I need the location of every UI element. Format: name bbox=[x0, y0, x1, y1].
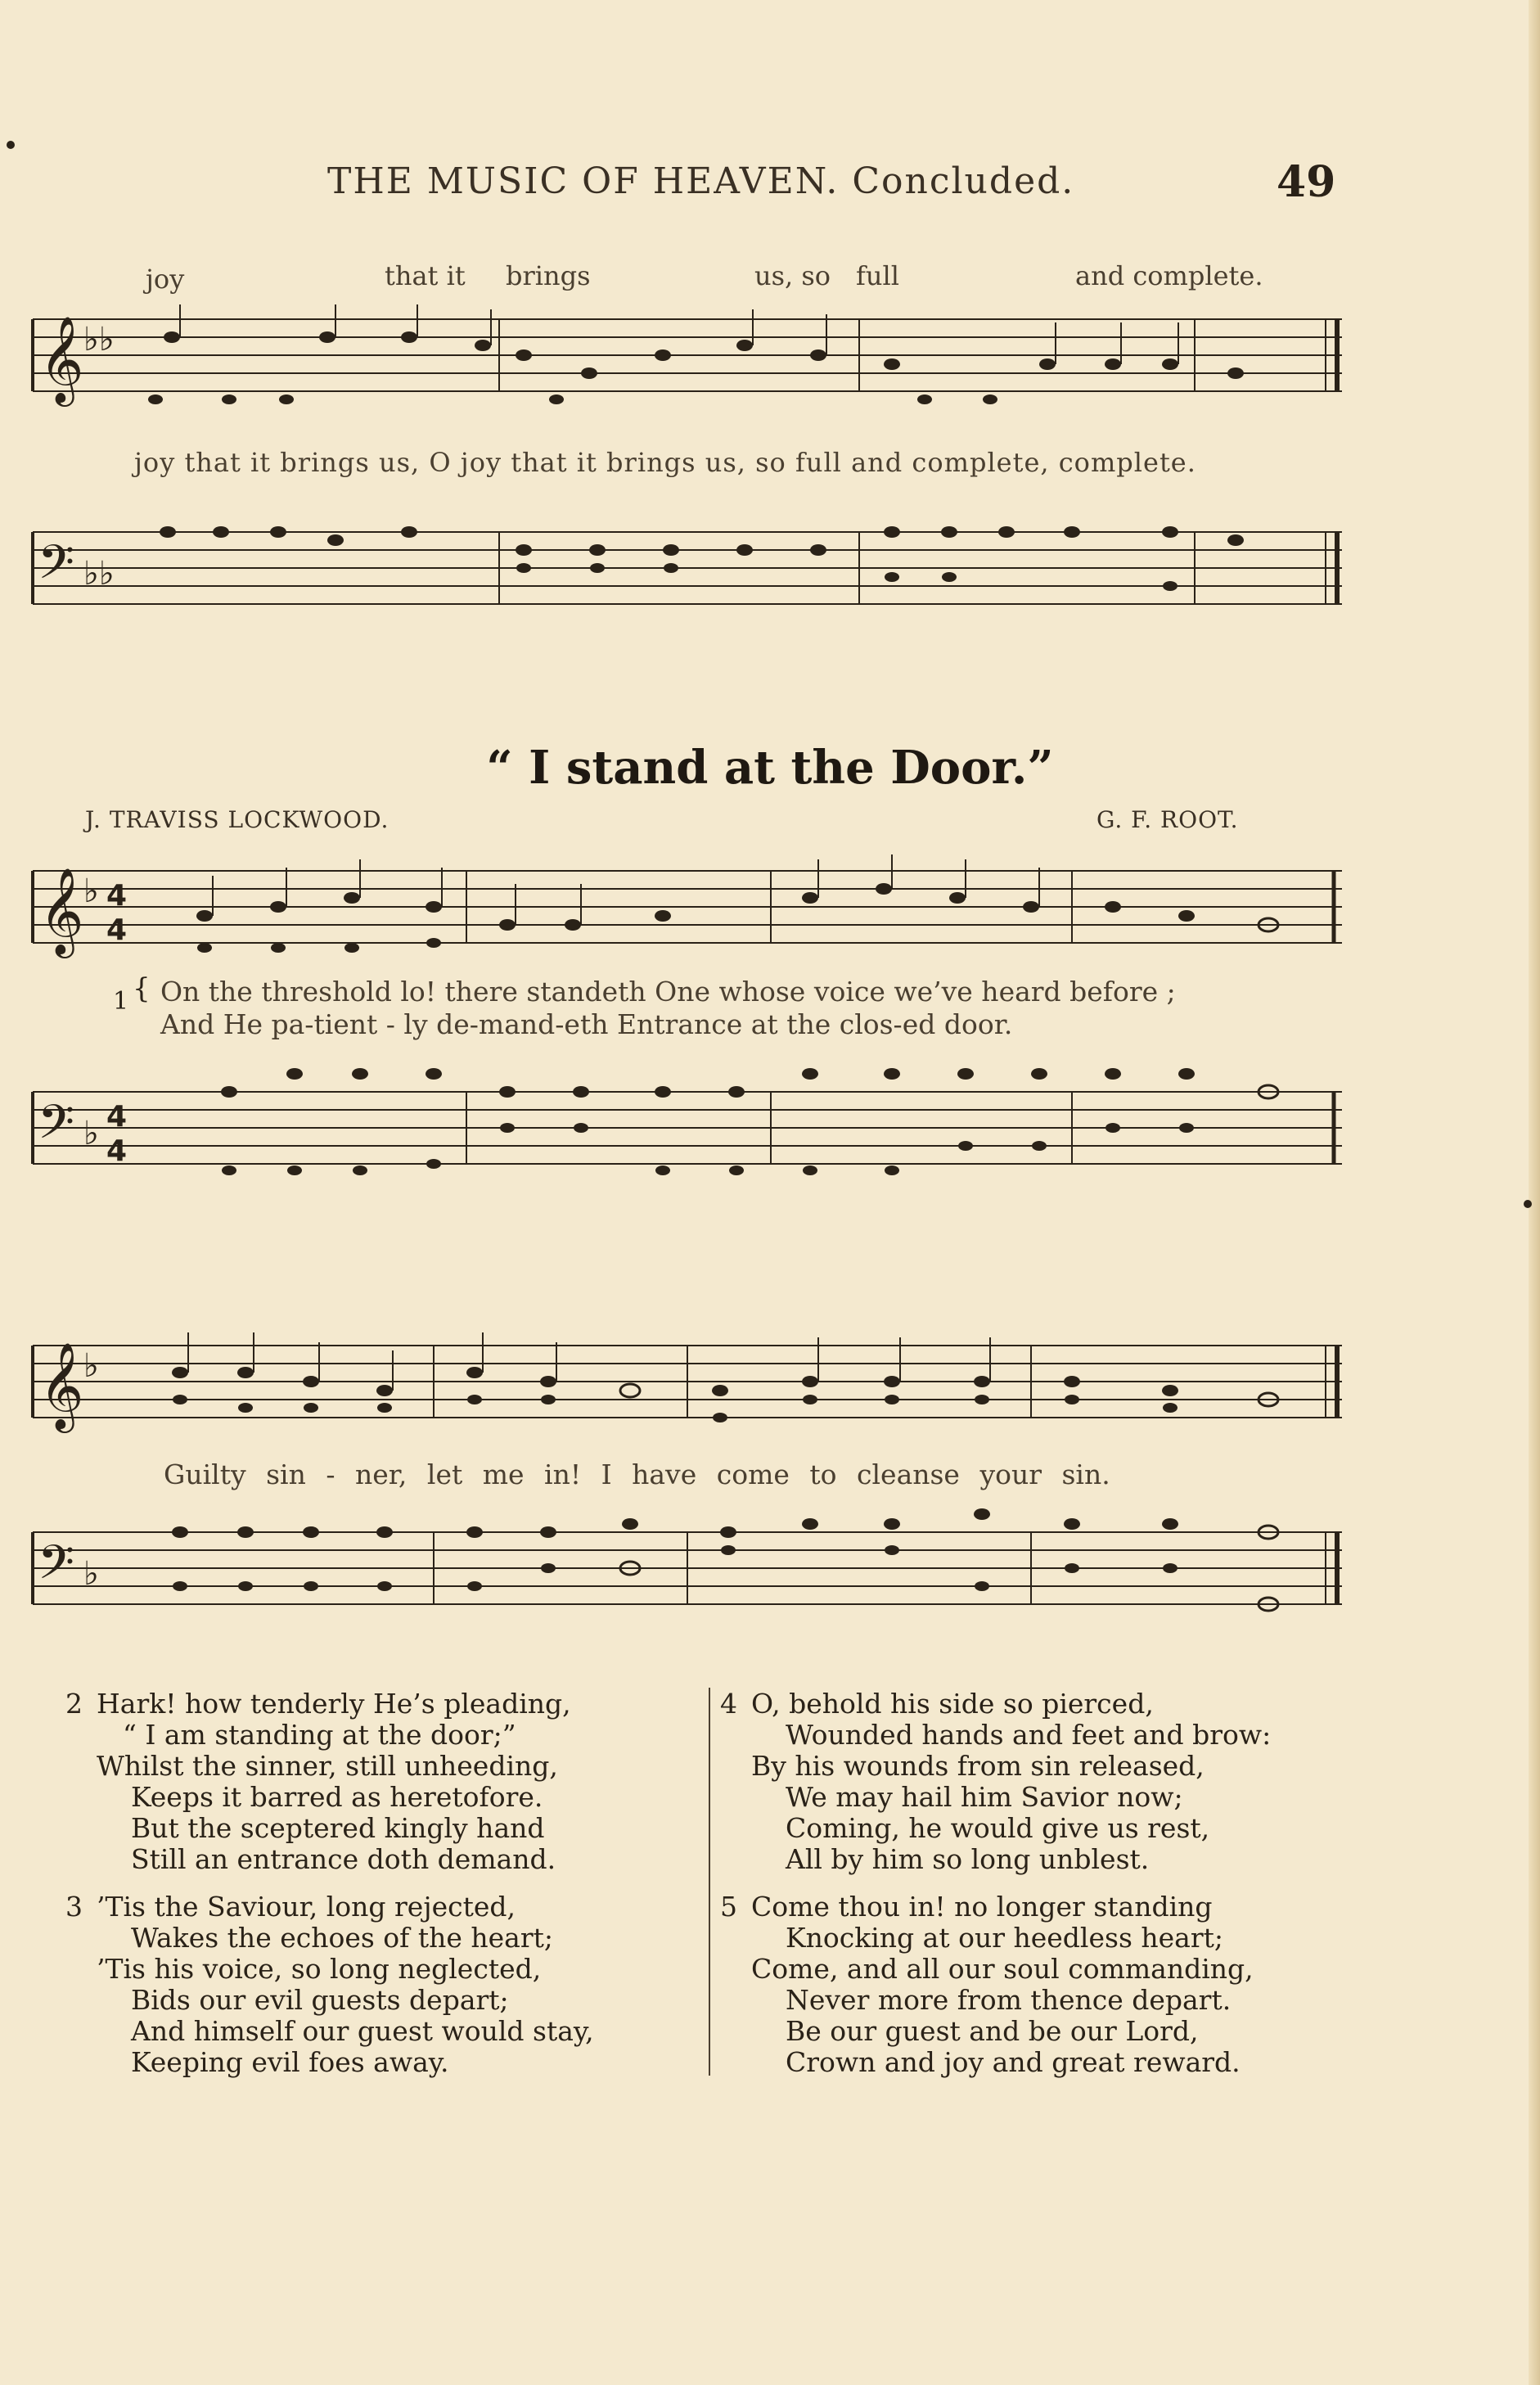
svg-text:4: 4 bbox=[106, 1100, 128, 1134]
svg-text:𝄢: 𝄢 bbox=[38, 1094, 75, 1161]
stanza-number: 1 bbox=[113, 987, 129, 1016]
page-header bbox=[0, 157, 1540, 218]
verse-number: 5 bbox=[720, 1891, 737, 1923]
verse-line: Coming, he would give us rest, bbox=[786, 1812, 1210, 1844]
verse-line: All by him so long unblest. bbox=[786, 1843, 1150, 1875]
verse-line: Keeps it barred as heretofore. bbox=[131, 1781, 543, 1813]
verse-line: Still an entrance doth demand. bbox=[131, 1843, 556, 1875]
verse-line: Come thou in! no longer standing bbox=[751, 1891, 1213, 1923]
verse-line: Knocking at our heedless heart; bbox=[786, 1922, 1223, 1954]
lyric-fragment: joy bbox=[146, 264, 185, 295]
stanza-line-2: And He pa-tient - ly de-mand-eth Entrance at the clos-ed door. bbox=[160, 1008, 1013, 1040]
svg-text:𝄢: 𝄢 bbox=[38, 1535, 75, 1602]
ink-spot bbox=[1524, 1200, 1532, 1208]
top-bass-staff bbox=[25, 499, 1350, 614]
verse-number: 3 bbox=[65, 1891, 83, 1923]
page-edge bbox=[1529, 0, 1540, 2385]
verse-number: 2 bbox=[65, 1688, 83, 1720]
svg-text:𝄞: 𝄞 bbox=[39, 1341, 84, 1429]
verse-line: ’Tis his voice, so long neglected, bbox=[97, 1953, 542, 1985]
svg-text:4: 4 bbox=[106, 913, 128, 947]
verse-line: “ I am standing at the door;” bbox=[123, 1719, 516, 1751]
verse-line: We may hail him Savior now; bbox=[786, 1781, 1183, 1813]
verse-line: Whilst the sinner, still unheeding, bbox=[97, 1750, 558, 1782]
lyric-fragment: brings bbox=[506, 260, 591, 291]
hymn-title: “ I stand at the Door.” bbox=[486, 741, 1054, 795]
stanza-line-3: Guilty sin - ner, let me in! I have come to cleanse your sin. bbox=[164, 1459, 1110, 1490]
verse-line: ’Tis the Saviour, long rejected, bbox=[97, 1891, 516, 1923]
verse-line: Never more from thence depart. bbox=[786, 1984, 1232, 2016]
hymn-bass-staff-2 bbox=[25, 1499, 1350, 1639]
verse-line: Come, and all our soul commanding, bbox=[751, 1953, 1254, 1985]
column-divider bbox=[709, 1688, 710, 2076]
svg-text:𝄢: 𝄢 bbox=[38, 534, 75, 602]
hymn-bass-staff-1 bbox=[25, 1056, 1350, 1187]
page-number: 49 bbox=[1277, 157, 1336, 207]
composer-credit: G. F. ROOT. bbox=[1096, 806, 1239, 833]
verse-line: But the sceptered kingly hand bbox=[131, 1812, 545, 1844]
verse-line: Keeping evil foes away. bbox=[131, 2046, 449, 2078]
svg-text:♭: ♭ bbox=[83, 1555, 99, 1593]
verse-line: By his wounds from sin released, bbox=[751, 1750, 1205, 1782]
hymn-treble-staff-1 bbox=[25, 851, 1350, 966]
running-title: THE MUSIC OF HEAVEN. Concluded. bbox=[327, 160, 1075, 202]
verse-line: Hark! how tenderly He’s pleading, bbox=[97, 1688, 571, 1720]
lyric-fragment: us, so bbox=[754, 260, 831, 291]
verse-line: And himself our guest would stay, bbox=[131, 2015, 594, 2047]
verse-line: Be our guest and be our Lord, bbox=[786, 2015, 1199, 2047]
svg-text:♭: ♭ bbox=[83, 872, 99, 910]
lyricist-credit: J. TRAVISS LOCKWOOD. bbox=[85, 806, 390, 833]
svg-text:𝄞: 𝄞 bbox=[39, 867, 84, 954]
lyric-fragment: and complete. bbox=[1075, 260, 1263, 291]
stanza-line-1: On the threshold lo! there standeth One whose voice we’ve heard before ; bbox=[160, 976, 1176, 1008]
verse-line: Wounded hands and feet and brow: bbox=[786, 1719, 1272, 1751]
svg-text:♭: ♭ bbox=[83, 1115, 99, 1152]
stanza-brace: { bbox=[133, 972, 151, 1005]
svg-text:♭: ♭ bbox=[83, 1347, 99, 1385]
verse-line: O, behold his side so pierced, bbox=[751, 1688, 1154, 1720]
svg-text:♭♭: ♭♭ bbox=[83, 555, 115, 593]
svg-text:♭♭: ♭♭ bbox=[83, 321, 115, 358]
lyric-fragment: that it bbox=[385, 260, 466, 291]
hymn-treble-staff-2 bbox=[25, 1326, 1350, 1440]
ink-spot bbox=[7, 141, 15, 149]
top-treble-staff bbox=[25, 303, 1350, 409]
svg-text:𝄞: 𝄞 bbox=[39, 315, 84, 403]
lyric-fragment: full bbox=[856, 260, 899, 291]
verse-number: 4 bbox=[720, 1688, 737, 1720]
svg-text:4: 4 bbox=[106, 879, 128, 913]
svg-text:4: 4 bbox=[106, 1134, 128, 1168]
verse-line: Bids our evil guests depart; bbox=[131, 1984, 509, 2016]
verse-line: Wakes the echoes of the heart; bbox=[131, 1922, 554, 1954]
top-middle-lyric: joy that it brings us, O joy that it brings us, so full and complete, complete. bbox=[134, 447, 1196, 478]
verse-line: Crown and joy and great reward. bbox=[786, 2046, 1241, 2078]
